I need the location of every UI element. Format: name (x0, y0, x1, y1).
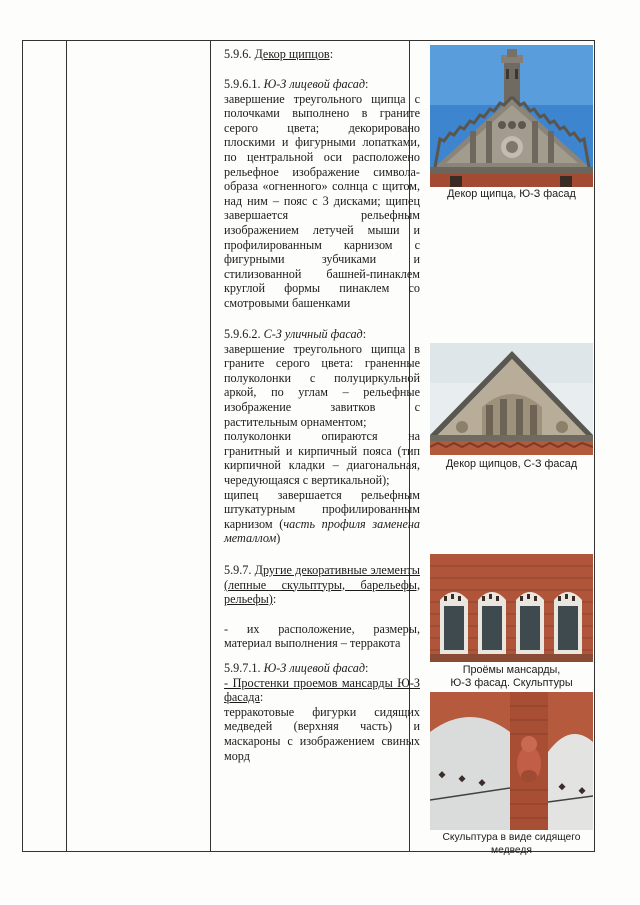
caption-photo-3 (424, 664, 599, 690)
section-title: С-З уличный фасад (263, 327, 363, 341)
section-5-9-6-1 (224, 77, 420, 311)
photo-gable-sw-facade (430, 45, 593, 187)
section-5-9-6-heading (224, 47, 420, 62)
section-title: Другие декоративные элементы (лепные скульптуры, барельефы, рельефы) (224, 563, 420, 607)
subsection-title: - Простенки проемов мансарды Ю-З фасада (224, 675, 420, 705)
colon: : (272, 592, 277, 607)
closing-paren: ) (276, 531, 281, 546)
caption-photo-4: Скульптура в виде сидящего медведя (442, 832, 581, 856)
colon: : (365, 77, 369, 91)
section-title: Декор щипцов (254, 47, 330, 61)
colon: : (365, 661, 369, 675)
photo-attic-openings (430, 554, 593, 662)
section-number: 5.9.7.1. (224, 661, 264, 675)
section-number: 5.9.6.1. (224, 77, 264, 91)
section-title: Ю-З лицевой фасад (263, 661, 366, 675)
colon: : (259, 690, 264, 705)
caption-line-1: Проёмы мансарды, (462, 664, 561, 676)
section-5-9-6-2 (224, 327, 420, 546)
section-body-part2: полуколонки опираются на гранитный и кирпичный пояса (тип кирпичной кладки – диагональная, чередующаяся с вертикальной); (224, 429, 420, 487)
column-divider-1 (66, 41, 67, 851)
colon: : (329, 47, 334, 61)
section-body: завершение треугольного щипца с полочками выполнено в граните серого цвета; декорировано плоскими и фигурными лопатками, по центральной оси расположено рельефное изображение символа-образа «огненного» солнца с щитом, над ним – пояс с 3 дисками; щипец завершается рельефным изображением летучей мыши и профилированным карнизом с фигурными зубчиками и стилизованной башней-пинаклем круглой формы пинаклем со смотровыми башенками (224, 91, 420, 310)
section-body: терракотовые фигурки сидящих медведей (верхняя часть) и маскароны с изображением свиных морд (224, 704, 420, 763)
caption-line-2: Ю-З фасад. Скульптуры (450, 677, 573, 689)
section-body-part3: щипец завершается рельефным штукатурным профилированным карнизом ( (224, 487, 420, 531)
photo-bear-sculpture (430, 692, 593, 830)
section-body-part1: завершение треугольного щипца в граните серого цвета: граненные полуколонки с полуциркульной аркой, по углам – рельефные изображение завитков с растительным орнаментом; (224, 341, 420, 429)
section-number: 5.9.6. (224, 47, 255, 61)
section-body: - их расположение, размеры, материал выполнения – терракота (224, 621, 420, 651)
caption-photo-2: Декор щипцов, С-З фасад (445, 458, 578, 470)
section-number: 5.9.6.2. (224, 327, 264, 341)
photo-gable-nw-facade (430, 343, 593, 455)
table (22, 40, 595, 856)
section-5-9-7-1 (224, 661, 420, 763)
section-note: часть профиля заменена металлом (224, 516, 420, 546)
section-number: 5.9.7. (224, 563, 255, 577)
caption-photo-1: Декор щипца, Ю-З фасад (447, 188, 576, 200)
column-divider-2 (210, 41, 211, 851)
section-5-9-7 (224, 563, 420, 651)
section-title: Ю-З лицевой фасад (263, 77, 366, 91)
colon: : (362, 327, 367, 341)
